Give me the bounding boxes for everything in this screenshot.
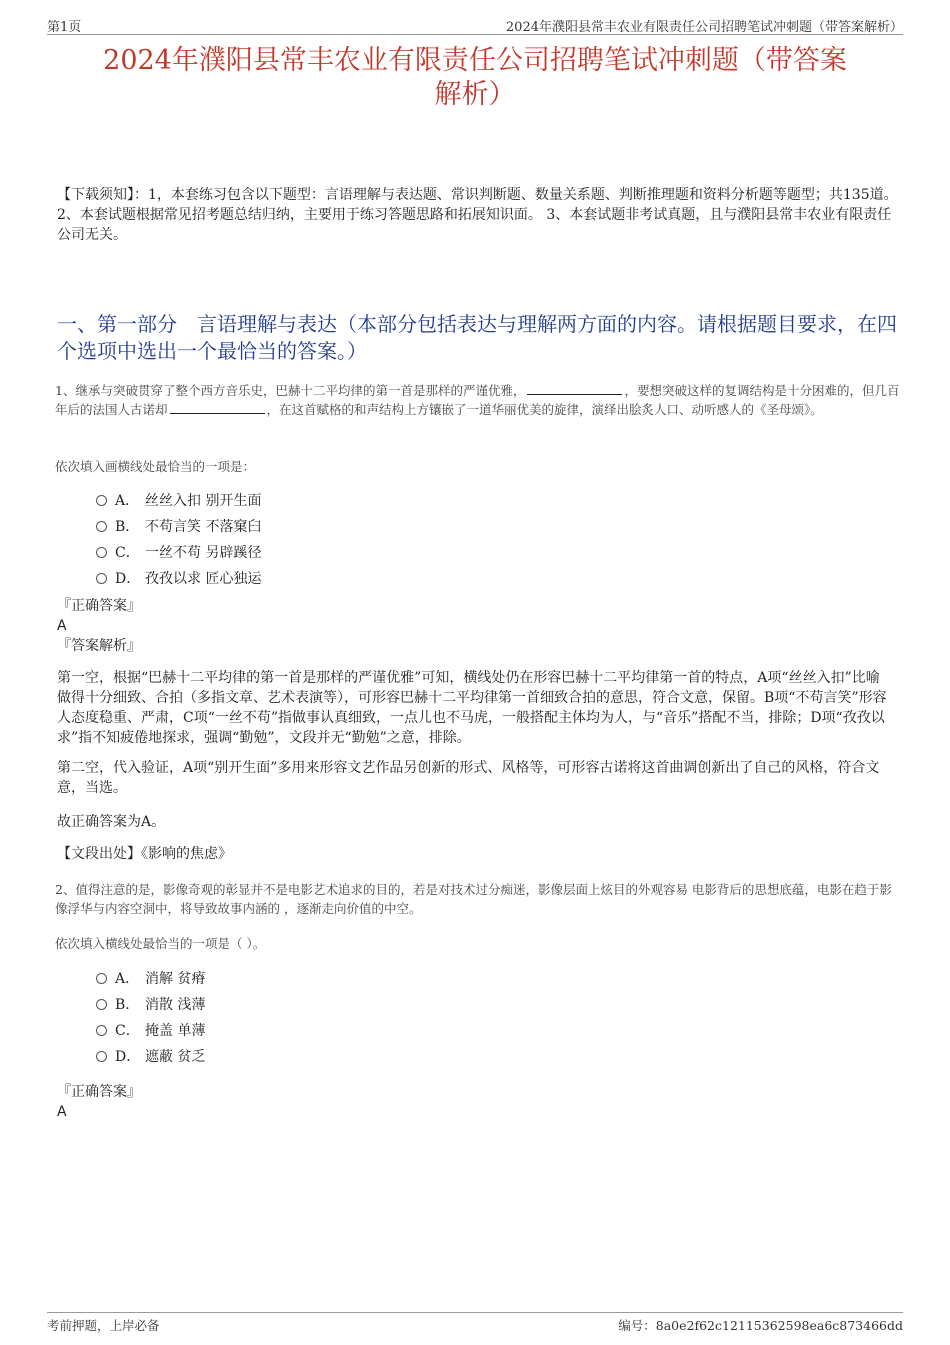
- page-number: 第1页: [47, 20, 82, 35]
- option-a[interactable]: A． 消解 贫瘠: [96, 966, 205, 992]
- analysis-label: 『答案解析』: [57, 638, 141, 654]
- radio-icon[interactable]: [96, 547, 107, 558]
- document-title-line1: 2024年濮阳县常丰农业有限责任公司招聘笔试冲刺题（带答案: [103, 45, 847, 76]
- question-1-instruction: 依次填入画横线处最恰当的一项是：: [55, 459, 256, 474]
- download-notice: 【下载须知】：1，本套练习包含以下题型：言语理解与表达题、常识判断题、数量关系题、判断推理题和资料分析题等题型；共135道。 2、本套试题根据常见招考题总结归纳，主要用于练习答题思路和拓展知识面。 3、本套试题非考试真题，且与濮阳县常丰农业有限责任公司无关。: [57, 187, 898, 243]
- radio-icon[interactable]: [96, 973, 107, 984]
- answer-value: A: [57, 618, 67, 634]
- question-2-instruction: 依次填入横线处最恰当的一项是（ ）。: [55, 936, 266, 951]
- header-doc-title: 2024年濮阳县常丰农业有限责任公司招聘笔试冲刺题（带答案解析）: [505, 20, 903, 35]
- answer-label: 『正确答案』: [57, 598, 141, 614]
- question-1-options: [96, 488, 261, 592]
- blank-line: [527, 382, 622, 395]
- question-1-stem-part2: ，要想突破这样的复调结构是十分困难的，但几百年后的法国人古诺却: [55, 383, 900, 417]
- question-1-answer: [57, 596, 141, 656]
- analysis-paragraph-2: 第二空，代入验证，A项“别开生面”多用来形容文艺作品另创新的形式、风格等，可形容古诺将这首曲调创新出了自己的风格，符合文意，当选。: [57, 760, 880, 796]
- option-d[interactable]: D． 孜孜以求 匠心独运: [96, 566, 261, 592]
- answer-value: A: [57, 1104, 67, 1120]
- question-1-stem-part1: 1、继承与突破贯穿了整个西方音乐史，巴赫十二平均律的第一首是那样的严谨优雅，: [55, 383, 526, 398]
- document-title-line2: 解析）: [434, 79, 516, 110]
- source-citation: 【文段出处】《影响的焦虑》: [57, 846, 232, 862]
- footer-serial: 编号：8a0e2f62c12115362598ea6c873466dd: [618, 1318, 903, 1333]
- blank-line: [170, 401, 265, 414]
- analysis-conclusion: 故正确答案为A。: [57, 814, 166, 830]
- document-title: [50, 44, 900, 112]
- option-c[interactable]: C． 掩盖 单薄: [96, 1018, 205, 1044]
- question-1-stem-part3: ，在这首赋格的和声结构上方镶嵌了一道华丽优美的旋律，演绎出脍炙人口、动听感人的《圣母颂》。: [266, 402, 823, 417]
- question-2-answer: [57, 1082, 141, 1122]
- radio-icon[interactable]: [96, 1051, 107, 1062]
- answer-label: 『正确答案』: [57, 1084, 141, 1100]
- option-d[interactable]: D． 遮蔽 贫乏: [96, 1044, 205, 1070]
- footer-slogan: 考前押题，上岸必备: [47, 1318, 160, 1333]
- radio-icon[interactable]: [96, 1025, 107, 1036]
- option-b[interactable]: B． 消散 浅薄: [96, 992, 205, 1018]
- option-a[interactable]: A． 丝丝入扣 别开生面: [96, 488, 261, 514]
- page-footer: [47, 1312, 903, 1337]
- radio-icon[interactable]: [96, 495, 107, 506]
- question-2-options: [96, 966, 205, 1070]
- page-header: [47, 14, 903, 35]
- option-b[interactable]: B． 不苟言笑 不落窠臼: [96, 514, 261, 540]
- question-2-stem: 2、值得注意的是，影像奇观的彰显并不是电影艺术追求的目的，若是对技术过分痴迷，影像层面上炫目的外观容易 电影背后的思想底蕴，电影在趋于影像浮华与内容空洞中，将导致故事内涵的 ，逐渐走向价值的中空。: [55, 882, 892, 916]
- radio-icon[interactable]: [96, 999, 107, 1010]
- radio-icon[interactable]: [96, 521, 107, 532]
- option-c[interactable]: C． 一丝不苟 另辟蹊径: [96, 540, 261, 566]
- analysis-paragraph-1: 第一空，根据“巴赫十二平均律的第一首是那样的严谨优雅”可知，横线处仍在形容巴赫十二平均律第一首的特点，A项“丝丝入扣”比喻做得十分细致、合拍（多指文章、艺术表演等），可形容巴赫十二平均律第一首细致合拍的意思，符合文意，保留。B项“不苟言笑”形容人态度稳重、严肃，C项“一丝不苟”指做事认真细致，一点儿也不马虎，一般搭配主体均为人，与“音乐”搭配不当，排除；D项“孜孜以求”指不知疲倦地探求，强调“勤勉”，文段并无“勤勉”之意，排除。: [57, 670, 887, 746]
- radio-icon[interactable]: [96, 573, 107, 584]
- question-1-stem: [55, 381, 900, 419]
- section-title: 一、第一部分 言语理解与表达（本部分包括表达与理解两方面的内容。请根据题目要求，在四个选项中选出一个最恰当的答案。）: [57, 312, 897, 363]
